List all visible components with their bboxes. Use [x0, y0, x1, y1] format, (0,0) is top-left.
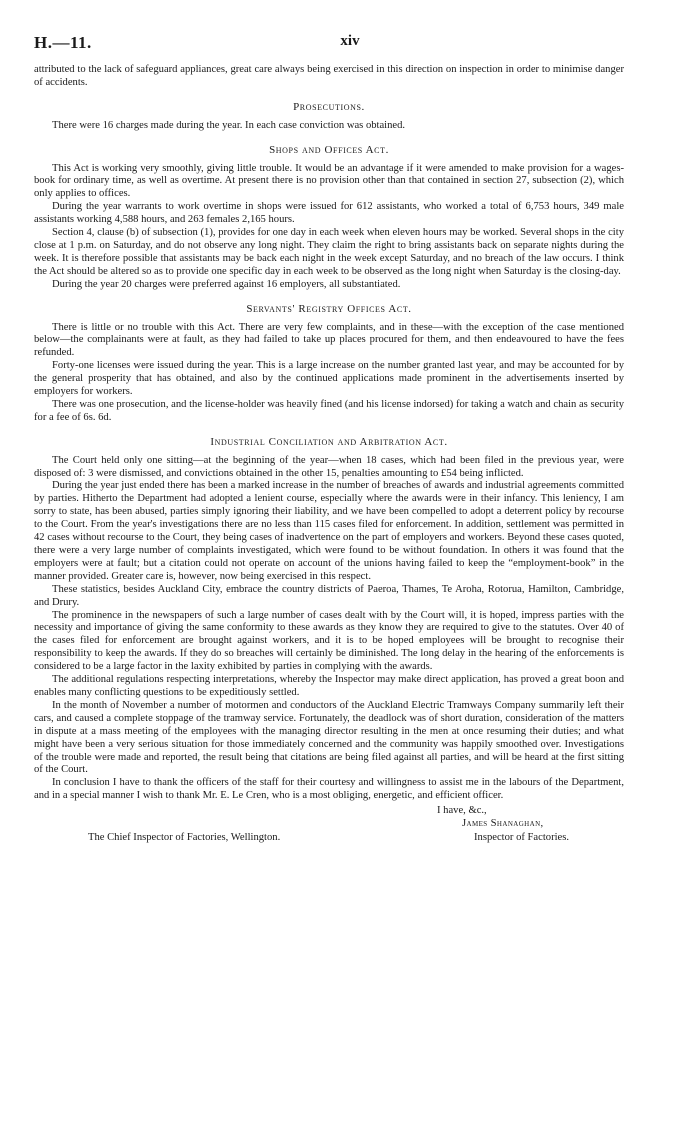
document-code: H.—11. — [34, 33, 92, 52]
section-heading: Servants' Registry Offices Act. — [246, 302, 412, 315]
paragraph: During the year just ended there has been a marked increase in the number of breaches of awards and industrial agreements committed by parties. Hitherto the Department had adopted a lenient course, especially where the awards were in their infancy. This leniency, I am sorry to state, has been abused, parties simply ignoring their liability, and we have been compelled to adopt a deterrent policy by recourse to the Court. From the year's investigations there are no less than 115 cases filed for enforcement. In addition, settlement was permitted in 42 cases without recourse to the Court, they being cases of inadvertence on the part of employers and workers. Beyond these cases quoted, there were a very large number of complaints investigated, which were found to be without foundation. In others it was found that the employers were at fault; but a citation could not operate on account of the unions having failed to keep the “employment-book” in the manner provided. Greater care is, however, now being exercised in this respect. — [34, 480, 624, 582]
paragraph: Section 4, clause (b) of subsection (1), provides for one day in each week when eleven hours may be worked. Several shops in the city close at 1 p.m. on Saturday, and do not observe any long night. They claim the right to bring assistants back on separate nights during the week. It is therefore possible that assistants may be back each night in the week except Saturday, and no breach of the law occurs. I think the Act should be altered so as to provide one specific day in each week to be observed as the long night when Saturday is the closing-day. — [34, 227, 624, 277]
paragraph: The Court held only one sitting—at the beginning of the year—when 18 cases, which had been filed in the previous year, were disposed of: 3 were dismissed, and convictions obtained in the other 15, penalties amounting to £54 being inflicted. — [34, 454, 624, 479]
section-heading: Prosecutions. — [293, 100, 365, 113]
paragraph: During the year warrants to work overtime in shops were issued for 612 assistants, who worked a total of 6,753 hours, 349 male assistants working 4,588 hours, and 263 females 2,165 hours. — [34, 201, 624, 226]
closing-paragraph: In conclusion I have to thank the officers of the staff for their courtesy and willingness to assist me in the labours of the Department, and in a special manner I wish to thank Mr. E. Le Cren, who is a most obliging, energetic, and efficient officer. — [34, 777, 624, 802]
paragraph: During the year 20 charges were preferred against 16 employers, all substantiated. — [52, 278, 401, 290]
section-heading: Industrial Conciliation and Arbitration Act. — [210, 435, 448, 448]
signatory-title: Inspector of Factories. — [474, 832, 570, 844]
section-prosecutions — [34, 101, 624, 133]
signature-salutation: I have, &c., — [437, 805, 487, 817]
section-shops-offices-act — [34, 144, 624, 292]
section-servants-registry-act — [34, 303, 624, 425]
document-body — [34, 64, 624, 857]
section-industrial-conciliation-act — [34, 436, 624, 778]
paragraph: Forty-one licenses were issued during the year. This is a large increase on the number granted last year, and may be accounted for by the general prosperity that has obtained, and also by the continued applications made prominent in the advertisements inserted by employers for workers. — [34, 360, 624, 398]
intro-continuation: attributed to the lack of safeguard appliances, great care always being exercised in this direction on inspection in order to minimise danger of accidents. — [34, 64, 624, 88]
section-heading: Shops and Offices Act. — [269, 143, 389, 156]
signature-block — [34, 805, 624, 857]
paragraph: The additional regulations respecting interpretations, whereby the Inspector may make direct application, has proved a great boon and enables many conflicting questions to be expeditiously settled. — [34, 674, 624, 698]
paragraph: The prominence in the newspapers of such a large number of cases dealt with by the Court will, it is hoped, impress parties with the necessity and importance of giving the same conformity to these awards as they know they are required to give to the statutes. Over 40 of the cases filed for enforcement are brought against workers, and it is to be hoped employees will be brought to recognise their responsibility to keep the awards. If they do so breaches will certainly be diminished. The long delay in the hearing of the enforcements is considered to be a large factor in the laxity exhibited by parties in complying with the awards. — [34, 609, 624, 673]
paragraph: This Act is working very smoothly, giving little trouble. It would be an advantage if it were amended to make provision for a wages-book for ordinary time, as well as overtime. At present there is no provision other than that contained in section 27, subsection (2), which only applies to offices. — [34, 162, 624, 200]
signatory-name: James Shanaghan, — [462, 818, 544, 830]
paragraph: There was one prosecution, and the license-holder was heavily fined (and his license indorsed) for taking a watch and chain as security for a fee of 6s. 6d. — [34, 398, 624, 423]
page-header — [34, 33, 666, 55]
paragraph: In the month of November a number of motormen and conductors of the Auckland Electric Tramways Company summarily left their cars, and caused a complete stoppage of the tramway service. Fortunately, the deadlock was of short duration, consideration of the matters in dispute at a mass meeting of the employees with the managing director resulting in the men at once resuming their duties; and what might have been a very serious situation for those immediately concerned and the community was happily smoothed over. Investigations of the trouble were made and reported, the result being that citations are being filed against all parties, and will be heard at the first sitting of the Court. — [34, 699, 624, 776]
page-number: xiv — [340, 33, 360, 49]
paragraph: These statistics, besides Auckland City, embrace the country districts of Paeroa, Thames, Te Aroha, Rotorua, Hamilton, Cambridge, and Drury. — [34, 583, 624, 608]
paragraph: There is little or no trouble with this Act. There are very few complaints, and in these—with the exception of the case mentioned below—the complainants were at fault, as they had failed to take up places procured for them, and then endeavoured to have the fees refunded. — [34, 321, 624, 359]
addressee: The Chief Inspector of Factories, Wellington. — [88, 832, 281, 844]
paragraph: There were 16 charges made during the year. In each case conviction was obtained. — [52, 119, 406, 131]
